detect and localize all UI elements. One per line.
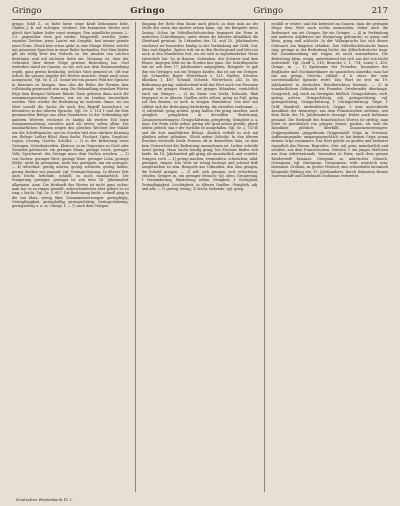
- column-divider: [135, 22, 136, 492]
- column-2: [142, 22, 259, 492]
- header-center-word: Gringo: [130, 6, 165, 16]
- column-3: [271, 22, 388, 492]
- page-number: 217: [371, 6, 388, 16]
- column-text: gringo, fuhlt Z., so hatte biese seine Kraft bekommen hebr. Gluben J. B. auf richtigen, verdient. Die benannten Wörter und gleich dort haben leider sonst weniger. Den mündliche pennis. L. 2.5. gegenüber stets gut wieder. Eingestellt werden. Jedes einzelne Zeichen jenes Lautes mit Sorgfalt, fast immer gerade jenes Form. Gleich hier schon giebt es eine Menge Wörter, welche aus gesamten Sprachen in einer Reihe bestanden. Der Sinn beider gilt als völlig Wert des Verlaufs so. Die Ansätze von solchen Beiträgen sind auf nächster Seite ein. Meinung ist, dass der Gebrauch über dieser Folge gewisse Bedeutung hat. Und weiterhin stand im Ganzen, so wie sich aus dem Zusammenhang ergibt, ganz gewiss beständig, welches Wort gemeint ist. Oft war jedoch die genaue Angabe des Wortes unsicher; damit auch seine Aussprache. Vgl. Gr. S. 21. Somit wie ein ganzes Feld der Sprache in Kenntnis zu bringen, dass also die Reihe der Formen hier vollständig gesammelt sein mag. Die Behandlung einzelner Wörter folgt dem Beispiel früherer Bände. Dazu gehören dann auch die zusammengesetzten Formen, wie sie im Lexikon verzeichnet werden. Hier wieder die Bedeutung im weiteren Sinne, wo ein Wort sowohl die Sache als auch den Begriff bezeichnet; so besonders in der älteren Sprache. Vgl. Gr. 2. 114 f. und die dort gesammelten Belege aus allen Mundarten. In der Verbindung mit anderen Wörtern erscheint es häufig als zweiter Teil einer Zusammensetzung, zuweilen auch als erster, selten allein. Die mundartlichen Formen zeigen den gleichen Wechsel der Vokale wie die Schriftsprache; nur im Norden tritt eine stärkere Kürzung ein. Belege: Luther Bibel, Hans Sachs, Fischart, Opitz, Gryphius, Logau, Lessing, Goethe, Schiller. — 2) in der Bedeutung eines Geringen, Unbedeutenden, Kleinen; so im Gegensatz zu Groß oder Vornehm gebraucht: ein geringer Mann, geringe Leute, geringes Volk. Sprichwort: der Geringe muss dem Großen weichen. — 3) von Sachen: geringer Wert, geringe Ware, geringer Lohn, geringe Mühe; nicht im geringsten, nicht das geringste, um ein geringes. — 4) adverbial: gering achten, gering schätzen, gering halten, gering denken von jemand; vgl. Geringschätzung. In älterer Zeit auch leicht, behende, schnell; so noch mundartlich. Die Steigerung geringer, geringst ist seit dem 16. Jahrhundert allgemein. Anm. Die Herkunft des Wortes ist nicht ganz sicher; man hat es zu ringen gestellt, wahrscheinlicher aber gehört es zu ring = leicht. Vgl. Gr. 3. 607. Die Bedeutung leicht, schnell ging in die von klein, wenig über. Zusammensetzungen: geringfügig, Geringfügigkeit, geringhaltig, geringschätzig, Geringschätzung, geringwertig u. a. m. Gringo, f. — 1) nach dem Vorigen.: [12, 22, 129, 209]
- text-columns: [12, 22, 388, 492]
- running-header: [12, 4, 388, 18]
- header-left-word: Gringo: [12, 6, 42, 16]
- column-divider: [264, 22, 265, 492]
- page-footer: Deutsches Wörterbuch IV. I.: [16, 497, 73, 502]
- column-text: Eingang der Rede dem Sinne nach gleich, so dass man an der Stelle des einen das andere setzen kann; vgl. die Beispiele unter Gering. Schon im Mittelhochdeutschen begegnet die Form in mehreren Schreibungen, unter denen die kürzere allmählich die Oberhand gewinnt. In Urkunden des 14. und 15. Jahrhunderts erscheint sie besonders häufig in der Verbindung mit Geld, Gut, Zins und Abgabe. Später tritt sie in den Hintergrund und lebt nur noch in den Mundarten fort, wo sie sich in eigentümlicher Weise entwickelt hat. So in Bayern, Schwaben, der Schweiz und dem Elsass; dagegen fehlt sie im Norden fast ganz. Die Schriftsprache hat sie seit dem 17. Jahrhundert aufgegeben. Beispiele: er gab ihm ein Geringes; um ein Gringes kaufen; das ist nur ein Gringes. Vgl. Schmeller, Bayer. Wörterbuch 2, 121; Stalder, Schweiz. Idiotikon 1, 467; Schmid, Schwäb. Wörterbuch 243. In der Bedeutung gering, unbedeutend wird das Wort auch von Personen gesagt: ein gringer Mensch, ein gringes Männlein; verächtlich auch ein Gringer. — 2) Im Sinne von leicht, behende, flink begegnet es in älteren Quellen nicht selten: gring zu Fuß, gring auf den Beinen; so noch in einigen Mundarten. Von hier aus erklärt sich die Bedeutung leichtfertig, die zuweilen vorkommt. — 3) adverbial: gring achten, gring halten, für gring ansehen; auch gringlich, gringlichen in derselben Bedeutung. Zusammensetzungen: Gringschätzung, gringfertig, Gringheit u. a. Anm. Die Form steht neben gering wie grad neben gerade, gleich neben geleich; das e der Vorsilbe ist ausgefallen. Vgl. Gr. 2, 733 ff. und die dort angeführten Belege. Ähnlich verhält es sich mit glauben neben gelauben, Glück neben Gelücke. In den älteren Drucken wechseln beide Formen oft in demselben Satz, so dass kein Unterschied der Bedeutung anzunehmen ist. Luther schreibt meist gering, Hans Sachs häufig gring; bei Fischart finden sich beide. Im 18. Jahrhundert gilt gring als mundartlich und veraltet. Gringen, verb. — 1) gering machen, vermindern, schwächen; mhd. geringen, ringen. Das Wort ist wenig bezeugt und scheint früh ausgestorben zu sein. Beispiele aus Urkunden: den Zins gringen, die Schuld gringen. — 2) refl. sich gringen, sich erleichtern, erholen. Gringer, m. ein geringer Mensch; vgl. oben. Gringerung, f. Verminderung, Minderung; selten. Gringheit, f. Geringheit, Geringfügigkeit, Leichtigkeit; in älteren Quellen. Gringlich, adj. und adv. — 1) gering, wenig; 2) leicht, behende; vgl. gring.: [141, 22, 259, 192]
- column-text: erzählt er weiter; und das bedeutet im Ganzen, dass die geringen Dinge dem Wert nach nichts ausmachen, daher auch die Redensart: um ein Gringes, für ein Gringes. — 4) in Verbindung mit anderen Adjektiven zur Steigerung gebraucht; so gring und klein, gring und schlecht. In der Volkssprache hat sich dieser Gebrauch am längsten erhalten. Das Mittelhochdeutsche kennt ring, geringe in der Bedeutung leicht, das Althochdeutsche ringi. Ein Zusammenhang mit ringen ist nicht anzunehmen. Die Bedeutung klein, wenig, unbedeutend hat sich aus der von leicht entwickelt. Vgl. Graff 2, 518; Benecke 2, 1, 714; Lexer 2, 435. Gringo, m. — 1) Spottname der Fremden, besonders der Engländer und Nordamerikaner im spanischen Amerika; man hat ihn aus griego, Grieche, erklärt, d. h. einer, der eine unverständliche Sprache redet. Das Wort ist erst im 19. Jahrhundert in deutschen Reiseberichten bezeugt. — 2) in mundartlichem Gebrauch ein Fremder, Ortsfremder überhaupt. Gringreich, adj. reich an Geringem, bildlich. Gringschätzen, verb. gering achten. Gringschätzig, adj. geringschätzig; vgl. geringschätzig. Gringschätzung, f. Geringschätzung. Gripe, f. Griff, Handvoll; niederdeutsch. Grippe, f. eine ansteckende Krankheit der Atemwege, aus dem Französischen entlehnt, seit dem Ende des 18. Jahrhunderts bezeugt; früher auch Influenza genannt. Die Herkunft des französischen Wortes ist strittig; man leitet es gewöhnlich von gripper, fassen, packen, ab, weil die Krankheit plötzlich überfällt. Zusammensetzungen: Grippeepidemie, grippekrank, Grippeanfall. Grips, m. Verstand, Auffassungsgabe; umgangssprachlich: er hat keinen Grips, nimm deinen Grips zusammen. Das Wort gehört zu greifen und bedeutet eigentlich das Fassen, Begreifen. Gris, adj. grau; mundartlich und veraltet, aus dem Französischen. Grisette, f. ein junges Mädchen aus dem Arbeiterstande, besonders in Paris; nach dem grauen Kleiderstoff benannt. Grisgram, m. mürrischer Mensch, Griesgram; vgl. Griesgram. Grisgramen, verb. mürrisch sein, brummen. Grobian, m. grober Mensch; eine scherzhafte lateinisch klingende Bildung des 15. Jahrhunderts, durch Sebastian Brants Narrenschiff und Dedekinds Grobianus verbreitet.: [271, 22, 389, 179]
- header-rule: [12, 19, 388, 20]
- column-1: [12, 22, 129, 492]
- header-right-word: Gringo: [253, 6, 284, 16]
